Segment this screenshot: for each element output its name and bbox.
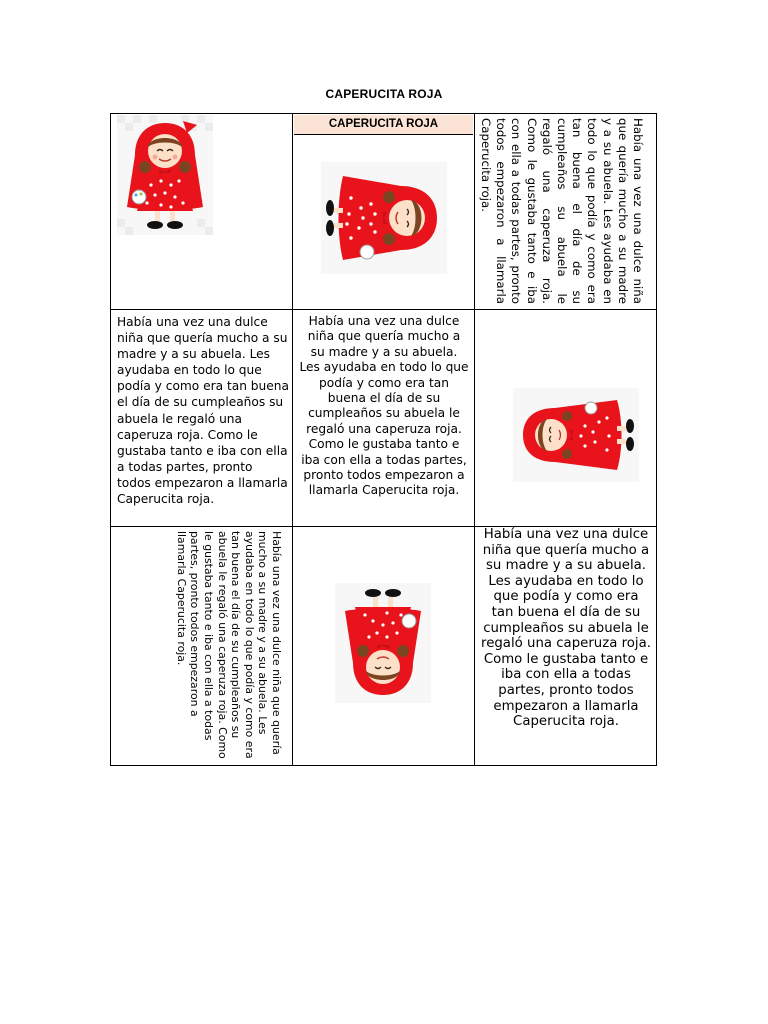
cell-r3-c3 xyxy=(475,527,656,765)
cell-r1-c3 xyxy=(475,114,656,309)
story-text-rotated-cw-small: Había una vez una dulce niña que quería mucho a su madre y a su abuela. Les ayudaba en todo lo que podía y como era tan buena el día de su cumpleaños su abuela le regaló una caperuza roja. Como le gustaba tanto e iba con ella a todas partes, pronto todos empezaron a llamarla Caperucita roja. xyxy=(174,531,283,759)
girl-illustration xyxy=(513,388,639,482)
story-text-rotated-cw: Había una vez una dulce niña que quería mucho a su madre y a su abuela. Les ayudaba en todo lo que podía y como era tan buena el día de su cumpleaños su abuela le regaló una caperuza roja. Como le gustaba tanto e iba con ella a todas partes, pronto todos empezaron a llamarla Caperucita roja. xyxy=(478,118,645,304)
story-table xyxy=(110,113,657,766)
girl-illustration xyxy=(335,583,431,703)
story-text-large: Había una vez una dulce niña que quería mucho a su madre y a su abuela. Les ayudaba en todo lo que podía y como era tan buena el día de su cumpleaños su abuela le regaló una caperuza roja. Como le gustaba tanto e iba con ella a todas partes, pronto todos empezaron a llamarla Caperucita roja. xyxy=(481,527,651,730)
girl-image xyxy=(117,115,213,235)
document-title: CAPERUCITA ROJA xyxy=(325,87,443,101)
story-text-left: Había una vez una dulce niña que quería mucho a su madre y a su abuela. Les ayudaba en todo lo que podía y como era tan buena el día de su cumpleaños su abuela le regaló una caperuza roja. Como le gustaba tanto e iba con ella a todas partes, pronto todos empezaron a llamarla Caperucita roja. xyxy=(117,315,289,507)
cell-r1-c2 xyxy=(293,114,474,309)
cell-r2-c1 xyxy=(111,310,292,526)
girl-image-rotated-ccw xyxy=(513,388,639,482)
cell-r3-c2 xyxy=(293,527,474,765)
cell-r2-c3 xyxy=(475,310,656,526)
girl-illustration xyxy=(117,115,213,235)
cell-r1-c1 xyxy=(111,114,292,309)
cell-r2-c2 xyxy=(293,310,474,526)
cell-r3-c1 xyxy=(111,527,292,765)
girl-illustration xyxy=(321,162,447,274)
girl-image-upside-down xyxy=(335,583,431,703)
girl-image-rotated xyxy=(321,162,447,274)
story-text-center: Había una vez una dulce niña que quería mucho a su madre y a su abuela. Les ayudaba en todo lo que podía y como era tan buena el día de su cumpleaños su abuela le regaló una caperuza roja. Como le gustaba tanto e iba con ella a todas partes, pronto todos empezaron a llamarla Caperucita roja. xyxy=(299,314,469,498)
title-label: CAPERUCITA ROJA xyxy=(294,115,473,135)
